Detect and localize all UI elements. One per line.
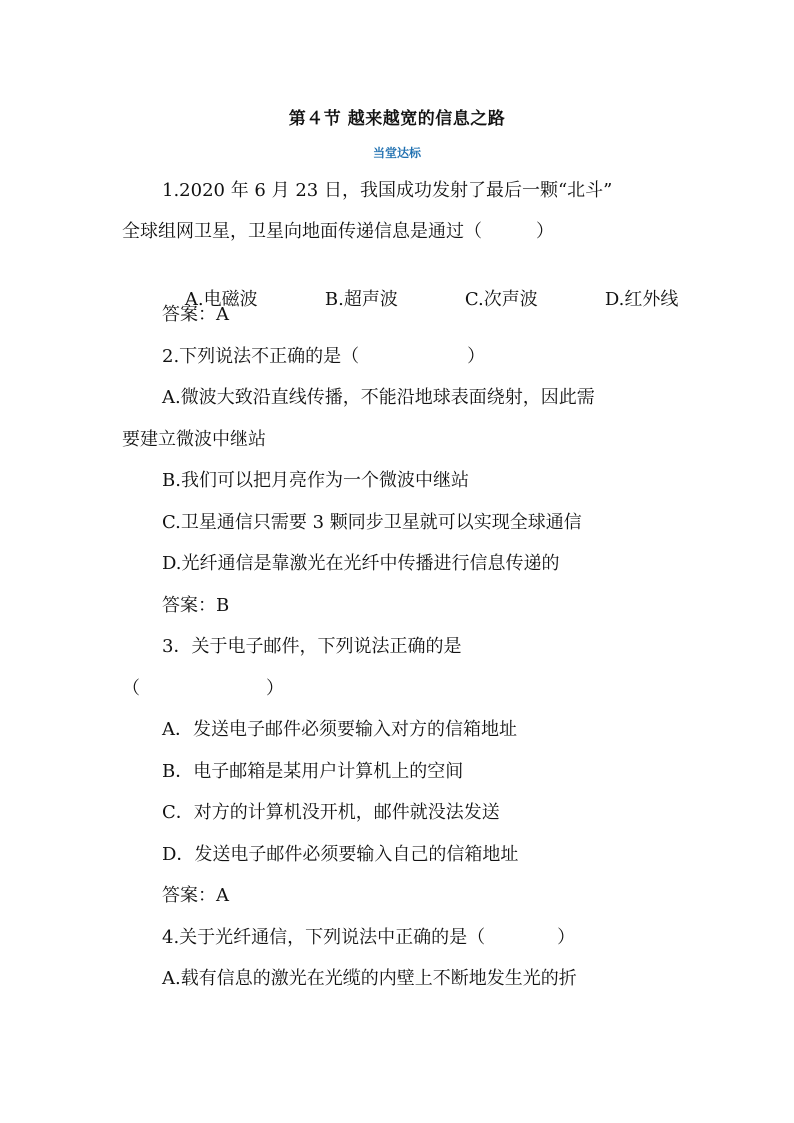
q3-option-a: A．发送电子邮件必须要输入对方的信箱地址 [162,719,517,740]
q1-option-b: B.超声波 [324,289,398,310]
q1-option-d: D.红外线 [604,289,679,310]
q1-stem-line2: 全球组网卫星，卫星向地面传递信息是通过（ ） [122,221,554,242]
q3-stem-line1: 3．关于电子邮件，下列说法正确的是 [162,636,462,657]
section-subtitle: 当堂达标 [372,146,421,160]
q3-stem-line2: （ ） [122,678,284,699]
q3-option-b: B．电子邮箱是某用户计算机上的空间 [162,761,464,782]
q1-stem-line1: 1.2020 年 6 月 23 日，我国成功发射了最后一颗“北斗” [162,180,613,201]
q3-option-c: C．对方的计算机没开机，邮件就没法发送 [162,802,500,823]
q4-stem: 4.关于光纤通信，下列说法中正确的是（ ） [162,927,576,948]
q4-option-a-line1: A.载有信息的激光在光缆的内壁上不断地发生光的折 [162,968,577,989]
q1-options [162,261,678,339]
q1-answer: 答案：A [162,304,229,325]
q3-answer: 答案：A [162,885,229,906]
q2-option-d: D.光纤通信是靠激光在光纤中传播进行信息传递的 [162,553,560,574]
q2-option-b: B.我们可以把月亮作为一个微波中继站 [162,470,469,491]
q2-option-a-line2: 要建立微波中继站 [122,429,266,450]
q2-stem: 2.下列说法不正确的是（ ） [162,346,486,367]
q3-option-d: D．发送电子邮件必须要输入自己的信箱地址 [162,844,519,865]
q2-option-c: C.卫星通信只需要 3 颗同步卫星就可以实现全球通信 [162,512,582,533]
q2-answer: 答案：B [162,595,230,616]
page-title: 第４节 越来越宽的信息之路 [288,109,506,129]
q1-option-a: A.电磁波 [184,289,258,310]
q2-option-a-line1: A.微波大致沿直线传播，不能沿地球表面绕射，因此需 [162,387,595,408]
q1-option-c: C.次声波 [464,289,538,310]
